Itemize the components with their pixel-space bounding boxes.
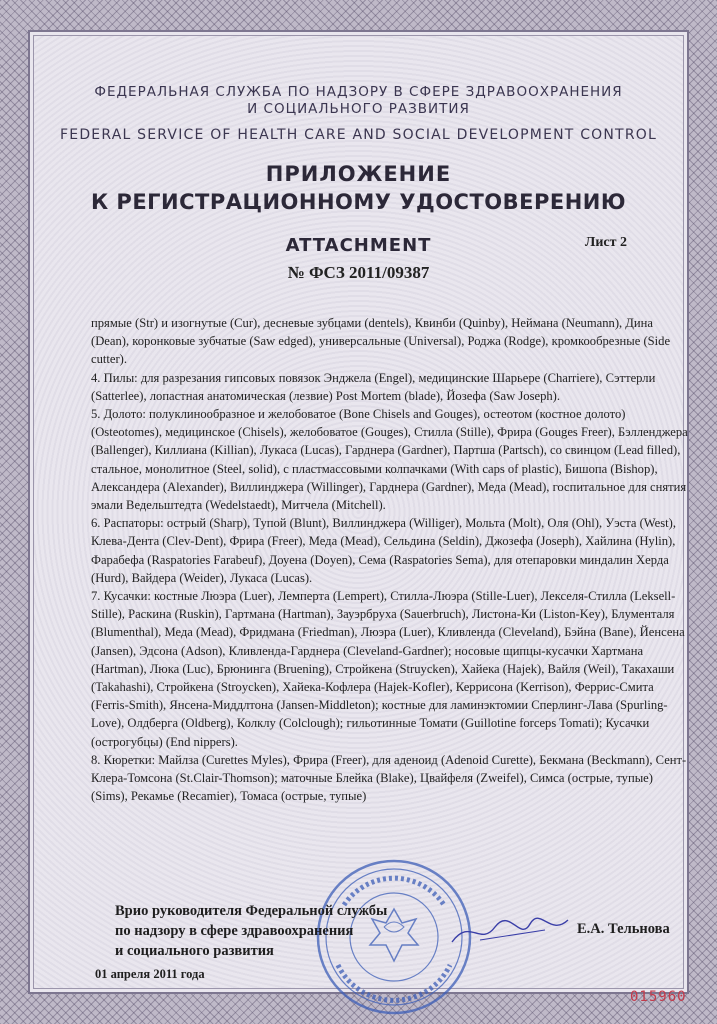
registration-number: № ФСЗ 2011/09387 — [287, 263, 430, 282]
signatory-title-line2: по надзору в сфере здравоохранения — [115, 923, 354, 939]
signatory-title-line3: и социального развития — [115, 943, 274, 959]
body-paragraph: 7. Кусачки: костные Люэра (Luer), Лемперта (Lempert), Стилла-Люэра (Stille-Luer), Лекселя-Стилла (Leksell-Stille), Раскина (Ruskin), Гартмана (Hartman), Зауэрбруха (Sauerbruch), Листона-Ки (Liston-Key), Блументаля (Blumenthal), Меда (Mead), Фридмана (Friedman), Люэра (Luer), Кливленда (Cleveland), Бэйна (Bane), Йенсена (Jansen), Эдсона (Adson), Кливленда-Гарднера (Cleveland-Gardner); носовые щипцы-кусачки Хартмана (Hartman), Люка (Luc), Брюнинга (Bruening), Стройкена (Struycken), Хайека (Hajek), Вайля (Weil), Такахаши (Takahashi), Стройкена (Stroycken), Хайека-Кофлера (Hajek-Kofler), Керрисона (Kerrison), Феррис-Смита (Ferris-Smith), Янсена-Миддлтона (Jansen-Middleton); костные для ламинэктомии Сперлинг-Лава (Spurling-Love), Олдберга (Oldberg), Колклу (Colclough); гильотинные Томати (Guillotine forceps Tomati); Кусачки (острогубцы) (End nippers). — [91, 589, 685, 749]
document-inner-frame — [28, 30, 689, 1005]
body-paragraph: прямые (Str) и изогнутые (Cur), десневые зубцами (dentels), Квинби (Quinby), Неймана (Neumann), Дина (Dean), коронковые зубчатые (Saw edged), универсальные (Universal), Роджа (Rodge), кромкообрезные (Side cutter). — [91, 316, 671, 367]
title-line2: К РЕГИСТРАЦИОННОМУ УДОСТОВЕРЕНИЮ — [90, 190, 627, 214]
sheet-number: Лист 2 — [584, 235, 627, 250]
signatory-title — [115, 901, 387, 961]
serial-number: 015960 — [630, 989, 687, 1005]
body-paragraph: 6. Распаторы: острый (Sharp), Тупой (Blunt), Виллинджера (Williger), Мольта (Molt), Оля (Ohl), Уэста (West), Клева-Дента (Clev-Dent), Фрира (Freer), Меда (Mead), Сельдина (Seldin), Джозефа (Joseph), Хайлина (Hylin), Фарабефа (Raspatories Farabeuf), Доуена (Doyen), Сема (Raspatories Sema), для отепаровки миндалин Херда (Hurd), Вайдера (Weider), Лукаса (Lucas). — [91, 516, 676, 585]
handwritten-signature-icon — [450, 912, 570, 952]
agency-name-ru-line1: ФЕДЕРАЛЬНАЯ СЛУЖБА ПО НАДЗОРУ В СФЕРЕ ЗДРАВООХРАНЕНИЯ — [94, 84, 623, 100]
signatory-title-line1: Врио руководителя Федеральной службы — [115, 903, 388, 919]
body-paragraph: 8. Кюретки: Майлза (Curettes Myles), Фрира (Freer), для аденоид (Adenoid Curette), Бекмана (Beckmann), Сент-Клера-Томсона (St.Clair-Thomson); маточные Блейка (Blake), Цвайфеля (Zweifel), Симса (острые, тупые) (Sims), Рекамье (Recamier), Томаса (острые, тупые) — [91, 752, 687, 804]
attachment-label: ATTACHMENT — [285, 235, 432, 256]
agency-name-en: FEDERAL SERVICE OF HEALTH CARE AND SOCIAL DEVELOPMENT CONTROL — [60, 127, 657, 143]
document-body — [91, 314, 691, 805]
agency-name-ru-line2: И СОЦИАЛЬНОГО РАЗВИТИЯ — [247, 101, 470, 117]
title-line1: ПРИЛОЖЕНИЕ — [265, 162, 452, 186]
body-paragraph: 5. Долото: полуклинообразное и желобоватое (Bone Chisels and Gouges), остеотом (костное долото) (Osteotomes), медицинское (Chisels), желобоватое (Gouges), Стилла (Stille), Фрира (Gouges Freer), Бэлленджера (Ballenger), Киллиана (Killian), Лукаса (Lucas), Гарднера (Gardner), Партша (Partsch), со свинцом (Lead filled), стальное, монолитное (Steel, solid), с пластмассовыми колпачками (With caps of plastic), Бишопа (Bishop), Александера (Alexander), Виллинджера (Willinger), Гарднера (Gardner), Меда (Mead), госпитальное для снятия эмали Ведельштедта (Wedelstaedt), Митчела (Mitchell). — [91, 407, 688, 513]
body-paragraph: 4. Пилы: для разрезания гипсовых повязок Энджела (Engel), медицинские Шарьере (Charriere), Сэттерли (Satterlee), лопастная анатомическая (лезвие) Post Mortem (blade), Йозефа (Saw Joseph). — [91, 370, 656, 403]
signer-name: Е.А. Тельнова — [577, 921, 670, 937]
issue-date: 01 апреля 2011 года — [95, 967, 205, 981]
